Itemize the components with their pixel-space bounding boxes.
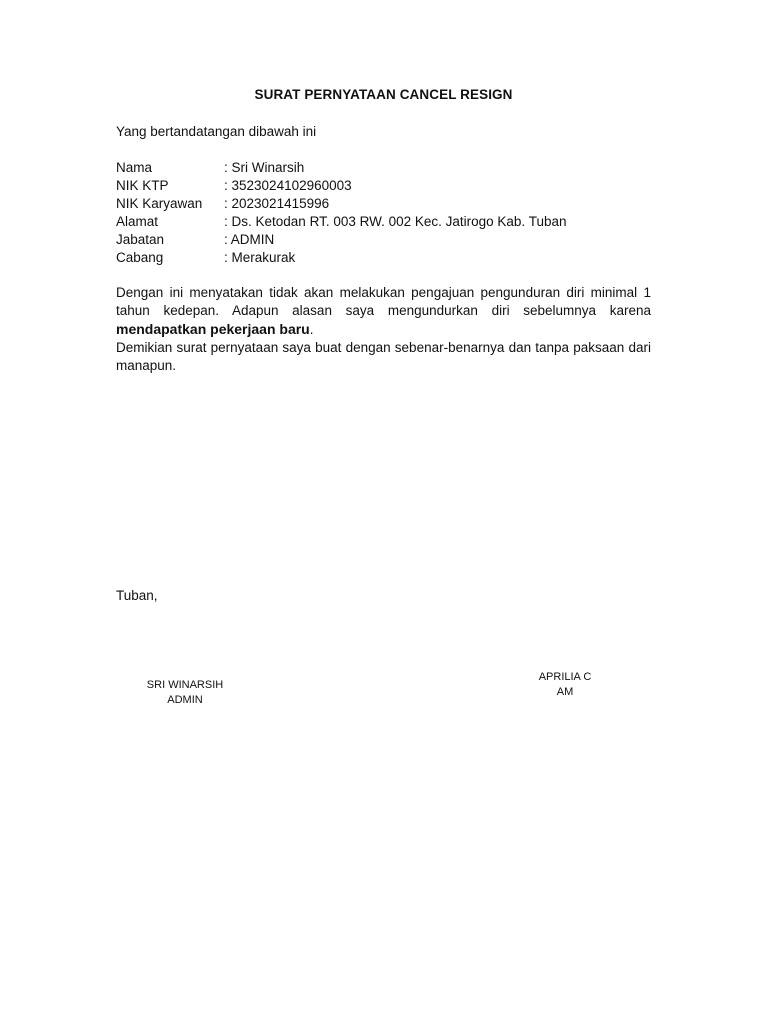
statement-period: . <box>309 322 314 337</box>
field-row-cabang <box>116 249 566 267</box>
document-title: SURAT PERNYATAAN CANCEL RESIGN <box>254 87 513 102</box>
statement-body <box>116 284 651 375</box>
intro-text: Yang bertandatangan dibawah ini <box>116 124 317 139</box>
field-label: Nama <box>116 160 153 175</box>
signatory-position: ADMIN <box>167 694 203 706</box>
statement-text: Dengan ini menyatakan tidak akan melakukan pengajuan pengunduran diri minimal 1 tahun kedepan. Adapun alasan saya mengundurkan diri sebelumnya karena <box>116 285 651 318</box>
field-row-alamat <box>116 213 566 231</box>
field-value: : 3523024102960003 <box>224 177 352 195</box>
field-label: Alamat <box>116 214 159 229</box>
field-row-nik-karyawan <box>116 195 566 213</box>
field-label: NIK KTP <box>116 178 169 193</box>
statement-paragraph-1 <box>116 284 651 339</box>
field-value: : Sri Winarsih <box>224 159 304 177</box>
field-row-nama <box>116 159 566 177</box>
field-value: : 2023021415996 <box>224 195 329 213</box>
resign-reason: mendapatkan pekerjaan baru <box>116 321 310 337</box>
place-date: Tuban, <box>116 588 158 603</box>
field-value: : ADMIN <box>224 231 274 249</box>
signatory-position: AM <box>556 686 574 698</box>
statement-paragraph-2: Demikian surat pernyataan saya buat dengan sebenar-benarnya dan tanpa paksaan dari manapun. <box>116 340 651 373</box>
field-value: : Ds. Ketodan RT. 003 RW. 002 Kec. Jatirogo Kab. Tuban <box>224 213 566 231</box>
signature-right <box>515 670 615 700</box>
field-label: Cabang <box>116 250 164 265</box>
signatory-name: SRI WINARSIH <box>146 679 224 691</box>
signatory-name: APRILIA C <box>538 671 592 683</box>
field-label: Jabatan <box>116 232 165 247</box>
identity-fields <box>116 159 566 267</box>
field-value: : Merakurak <box>224 249 295 267</box>
signature-left <box>135 678 235 708</box>
field-label: NIK Karyawan <box>116 196 203 211</box>
field-row-jabatan <box>116 231 566 249</box>
field-row-nik-ktp <box>116 177 566 195</box>
